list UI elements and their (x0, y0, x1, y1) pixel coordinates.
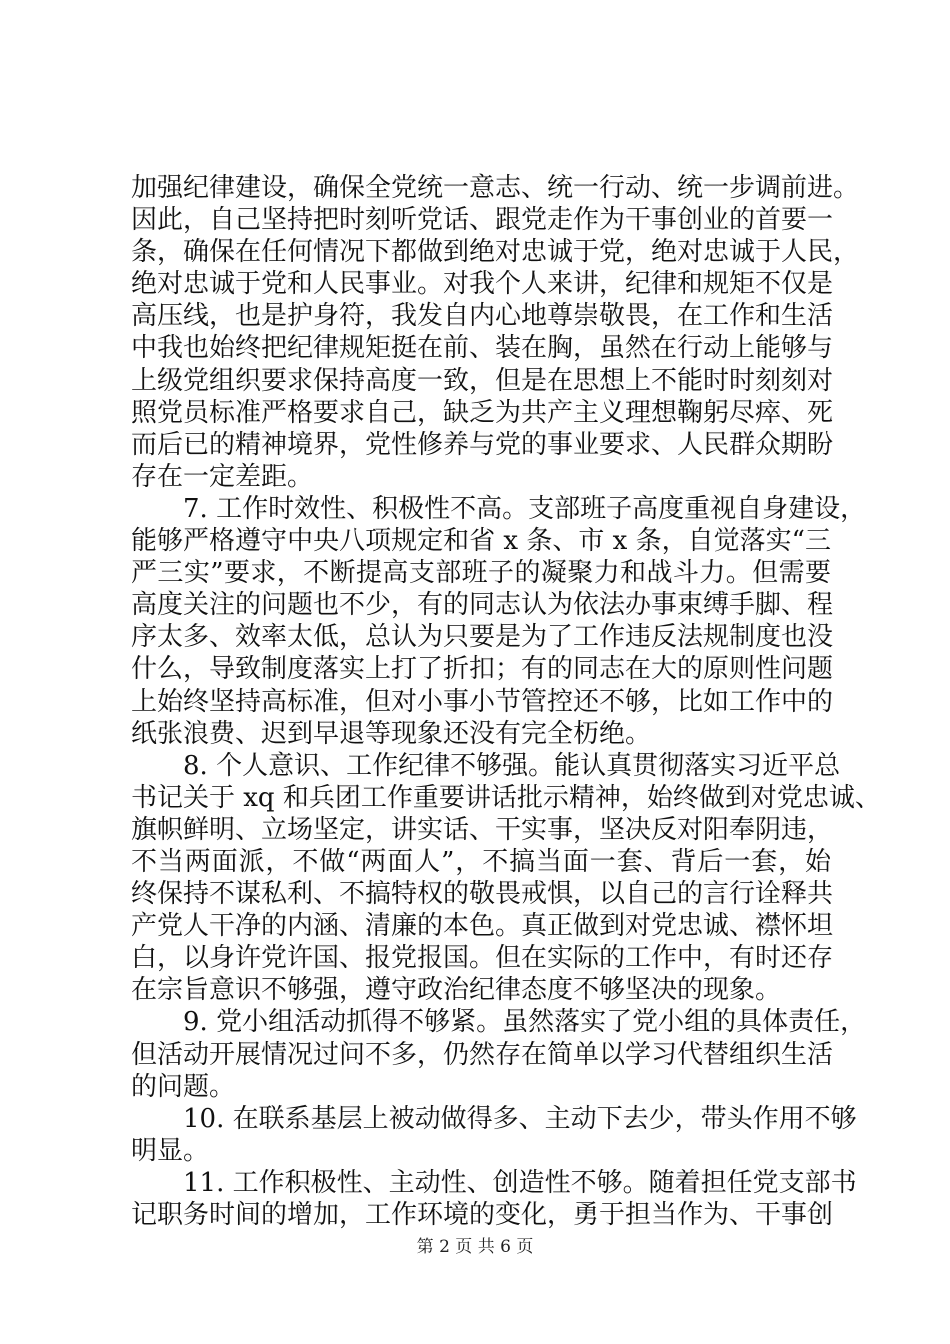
text-line: 高度关注的问题也不少，有的同志认为依法办事束缚手脚、程 (131, 590, 834, 621)
text-line: 序太多、效率太低，总认为只要是为了工作违反法规制度也没 (131, 622, 834, 653)
page-indicator: 第 2 页 共 6 页 (416, 1237, 534, 1257)
text-line: 照党员标准严格要求自己，缺乏为共产主义理想鞠躬尽瘁、死 (131, 397, 834, 428)
text-line: 7. 工作时效性、积极性不高。支部班子高度重视自身建设， (183, 493, 867, 524)
text-line: 书记关于 xq 和兵团工作重要讲话批示精神，始终做到对党忠诚、 (131, 782, 881, 813)
text-line: 条，确保在任何情况下都做到绝对忠诚于党，绝对忠诚于人民， (131, 237, 860, 268)
text-line: 不当两面派，不做“两面人”，不搞当面一套、背后一套，始 (131, 846, 831, 877)
paragraph-item-10 (131, 1103, 857, 1167)
text-line: 产党人干净的内涵、清廉的本色。真正做到对党忠诚、襟怀坦 (131, 911, 834, 942)
paragraph-item-8 (131, 750, 881, 1007)
text-line: 能够严格遵守中央八项规定和省 x 条、市 x 条，自觉落实“三 (131, 526, 831, 557)
text-line: 因此，自己坚持把时刻听党话、跟党走作为干事创业的首要一 (131, 205, 834, 236)
text-line: 纸张浪费、迟到早退等现象还没有完全杤绝。 (131, 718, 652, 749)
paragraph-item-9 (131, 1006, 867, 1102)
text-line: 明显。 (131, 1135, 210, 1166)
paragraph-continued (131, 172, 860, 493)
text-line: 绝对忠诚于党和人民事业。对我个人来讲，纪律和规矩不仅是 (131, 269, 834, 300)
text-line: 存在一定差距。 (131, 461, 314, 492)
paragraph-item-11 (131, 1167, 857, 1231)
text-line: 加强纪律建设，确保全党统一意志、统一行动、统一步调前进。 (131, 173, 860, 203)
text-line: 但活动开展情况过问不多，仍然存在简单以学习代替组织生活 (131, 1039, 834, 1070)
text-line: 8. 个人意识、工作纪律不够强。能认真贯彻落实习近平总 (183, 750, 841, 781)
text-line: 旗帜鲜明、立场坚定，讲实话、干实事，坚决反对阳奉阴违， (131, 814, 834, 845)
text-line: 高压线，也是护身符，我发自内心地尊崇敬畏，在工作和生活 (131, 301, 834, 332)
text-line: 11. 工作积极性、主动性、创造性不够。随着担任党支部书 (183, 1167, 857, 1198)
text-line: 上级党组织要求保持高度一致，但是在思想上不能时时刻刻对 (131, 365, 834, 396)
text-line: 上始终坚持高标准，但对小事小节管控还不够，比如工作中的 (131, 686, 834, 717)
text-line: 严三实”要求，不断提高支部班子的凝聚力和战斗力。但需要 (131, 558, 831, 589)
text-line: 记职务时间的增加，工作环境的变化，勇于担当作为、干事创 (131, 1200, 834, 1230)
text-line: 终保持不谋私利、不搞特权的敬畏戒惧，以自己的言行诠释共 (131, 879, 834, 910)
text-line: 而后已的精神境界，党性修养与党的事业要求、人民群众期盼 (131, 429, 834, 460)
text-line: 什么，导致制度落实上打了折扣；有的同志在大的原则性问题 (131, 654, 834, 685)
text-line: 9. 党小组活动抓得不够紧。虽然落实了党小组的具体责任， (183, 1007, 867, 1038)
text-line: 的问题。 (131, 1071, 236, 1102)
paragraph-item-7 (131, 493, 867, 750)
text-line: 中我也始终把纪律规矩挺在前、装在胸，虽然在行动上能够与 (131, 333, 834, 364)
document-body (131, 172, 881, 1231)
text-line: 白，以身许党许国、报党报国。但在实际的工作中，有时还存 (131, 943, 834, 974)
text-line: 10. 在联系基层上被动做得多、主动下去少，带头作用不够 (183, 1103, 857, 1134)
text-line: 在宗旨意识不够强，遵守政治纪律态度不够坚决的现象。 (131, 975, 782, 1006)
